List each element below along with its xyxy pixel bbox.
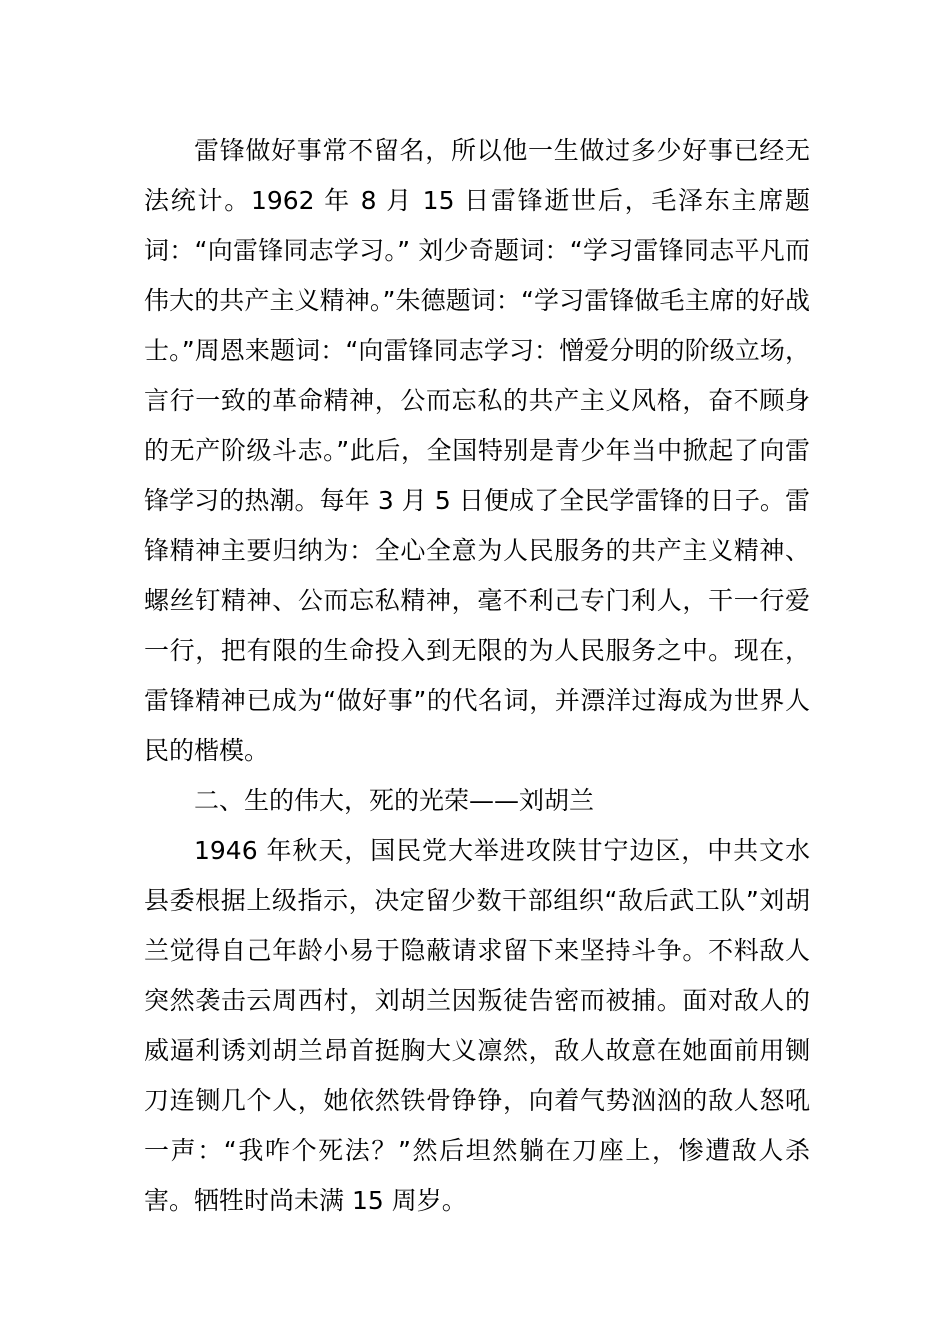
- section-heading: 二、生的伟大，死的光荣——刘胡兰: [194, 786, 595, 815]
- liu-hulan-paragraph: 1946 年秋天，国民党大举进攻陕甘宁边区，中共文水县委根据上级指示，决定留少数干部组织“敌后武工队”刘胡兰觉得自己年龄小易于隐蔽请求留下来坚持斗争。不料敌人突然袭击云周西村，刘胡兰因叛徒告密而被捕。面对敌人的威逼利诱刘胡兰昂首挺胸大义凛然，敌人故意在她面前用铡刀连铡几个人，她依然铁骨铮铮，向着气势汹汹的敌人怒吼一声：“我咋个死法？”然后坦然躺在刀座上，惨遭敌人杀害。牺牲时尚未满 15 周岁。: [144, 836, 810, 1215]
- lei-feng-paragraph: 雷锋做好事常不留名，所以他一生做过多少好事已经无法统计。1962 年 8 月 15 日雷锋逝世后，毛泽东主席题词：“向雷锋同志学习。” 刘少奇题词：“学习雷锋同志平凡而伟大的共产主义精神。”朱德题词：“学习雷锋做毛主席的好战士。”周恩来题词：“向雷锋同志学习：憎爱分明的阶级立场，言行一致的革命精神，公而忘私的共产主义风格，奋不顾身的无产阶级斗志。”此后，全国特别是青少年当中掀起了向雷锋学习的热潮。每年 3 月 5 日便成了全民学雷锋的日子。雷锋精神主要归纳为：全心全意为人民服务的共产主义精神、螺丝钉精神、公而忘私精神，毫不利己专门利人，干一行爱一行，把有限的生命投入到无限的为人民服务之中。现在，雷锋精神已成为“做好事”的代名词，并漂洋过海成为世界人民的楷模。: [144, 136, 810, 765]
